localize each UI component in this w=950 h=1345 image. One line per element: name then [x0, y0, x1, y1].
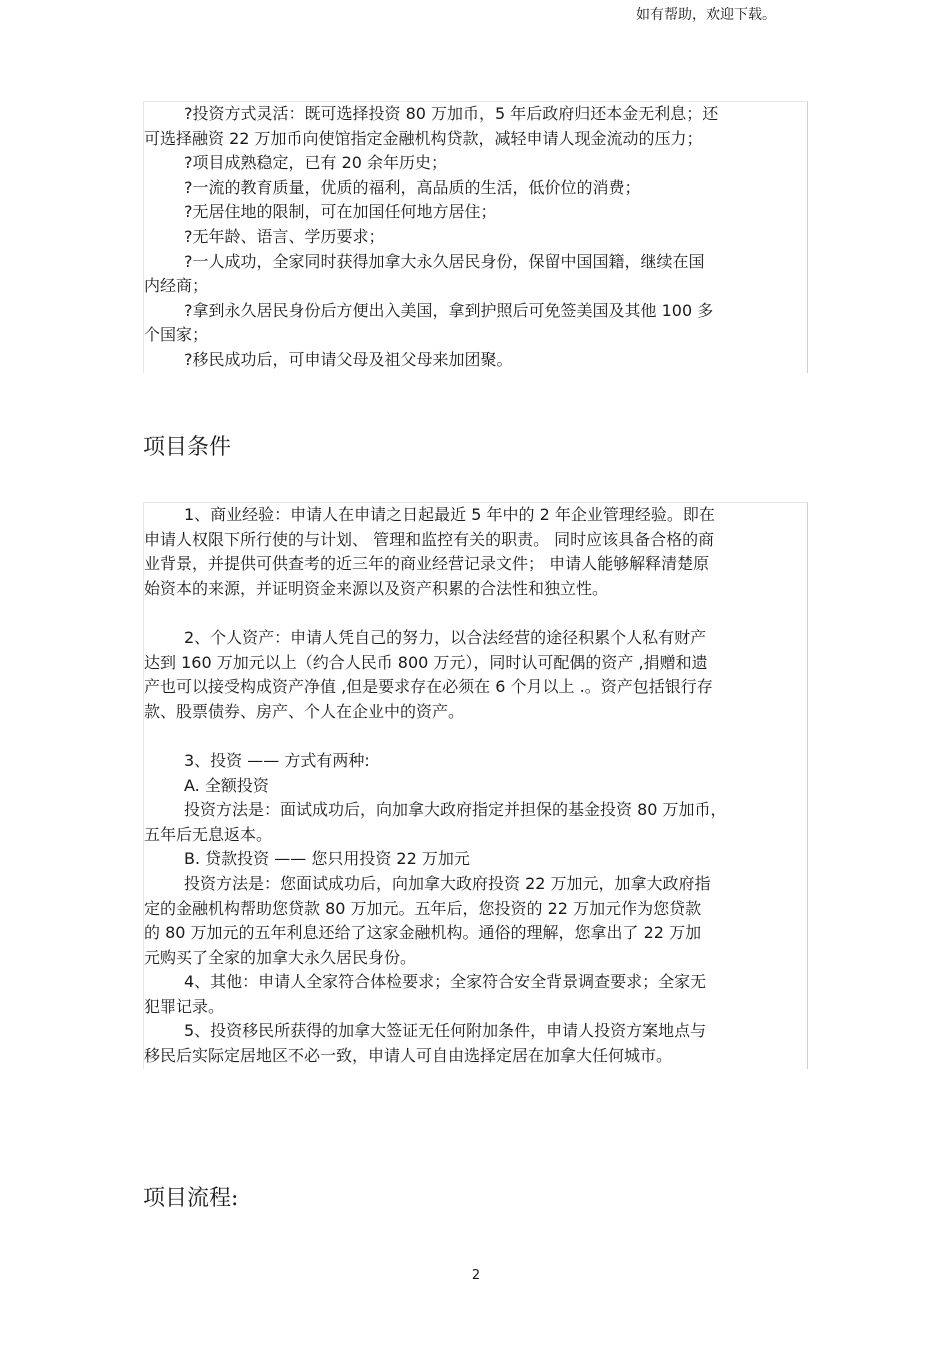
conditions-box: [143, 502, 808, 1069]
header-note: 如有帮助，欢迎下载。: [636, 7, 776, 23]
text-line: ?一人成功，全家同时获得加拿大永久居民身份，保留中国国籍，继续在国: [184, 251, 705, 271]
text-line: ?投资方式灵活：既可选择投资 80 万加币，5 年后政府归还本金无利息；还: [184, 104, 719, 123]
text-line: ?移民成功后，可申请父母及祖父母来加团聚。: [184, 349, 513, 369]
text-line: 内经商；: [144, 276, 209, 296]
text-line: 的 80 万加元的五年利息还给了这家金融机构。通俗的理解，您拿出了 22 万加: [144, 923, 702, 943]
text-line: 款、股票债券、房产、个人在企业中的资产。: [144, 701, 465, 721]
conditions-heading: 项目条件: [143, 435, 232, 460]
text-line: 犯罪记录。: [144, 996, 225, 1016]
blank-line: [144, 601, 807, 626]
text-line: 3、投资 —— 方式有两种:: [184, 750, 370, 770]
text-line: A. 全额投资: [184, 775, 269, 795]
advantages-box: [143, 101, 808, 373]
process-heading: 项目流程:: [143, 1186, 239, 1211]
text-line: 产也可以接受构成资产净值 ,但是要求存在必须在 6 个月以上 .。资产包括银行存: [144, 677, 713, 697]
text-line: 元购买了全家的加拿大永久居民身份。: [144, 947, 417, 967]
text-line: 始资本的来源，并证明资金来源以及资产积累的合法性和独立性。: [144, 578, 609, 598]
text-line: ?无居住地的限制，可在加国任何地方居住；: [184, 202, 497, 222]
text-line: 个国家；: [144, 325, 209, 345]
page-number: 2: [471, 1268, 481, 1283]
text-line: 投资方法是：面试成功后，向加拿大政府指定并担保的基金投资 80 万加币，: [184, 800, 727, 820]
text-line: ?一流的教育质量，优质的福利，高品质的生活，低价位的消费；: [184, 177, 641, 197]
text-line: 移民后实际定居地区不必一致，申请人可自由选择定居在加拿大任何城市。: [144, 1046, 673, 1066]
text-line: 1、商业经验：申请人在申请之日起最近 5 年中的 2 年企业管理经验。即在: [184, 505, 715, 524]
text-line: 定的金融机构帮助您贷款 80 万加元。五年后，您投资的 22 万加元作为您贷款: [144, 898, 702, 918]
text-line: 申请人权限下所行使的与计划、 管理和监控有关的职责。 同时应该具备合格的商: [144, 529, 715, 549]
text-line: B. 贷款投资 —— 您只用投资 22 万加元: [184, 849, 470, 869]
text-line: ?拿到永久居民身份后方便出入美国，拿到护照后可免签美国及其他 100 多: [184, 300, 714, 320]
text-line: 5、投资移民所获得的加拿大签证无任何附加条件，申请人投资方案地点与: [184, 1021, 707, 1041]
text-line: ?项目成熟稳定，已有 20 余年历史；: [184, 153, 448, 173]
text-line: 达到 160 万加元以上（约合人民币 800 万元），同时认可配偶的资产 ,捐赠和遗: [144, 652, 708, 672]
text-line: 业背景，并提供可供查考的近三年的商业经营记录文件； 申请人能够解释清楚原: [144, 554, 710, 574]
text-line: 2、个人资产：申请人凭自己的努力，以合法经营的途径积累个人私有财产: [184, 627, 707, 647]
text-line: 4、其他：申请人全家符合体检要求；全家符合安全背景调查要求；全家无: [184, 972, 707, 992]
blank-line: [144, 724, 807, 749]
text-line: 投资方法是：您面试成功后，向加拿大政府投资 22 万加元，加拿大政府指: [184, 873, 711, 893]
text-line: 可选择融资 22 万加币向使馆指定金融机构贷款，减轻申请人现金流动的压力；: [144, 128, 703, 148]
text-line: 五年后无息返本。: [144, 824, 273, 844]
text-line: ?无年龄、语言、学历要求；: [184, 226, 385, 246]
